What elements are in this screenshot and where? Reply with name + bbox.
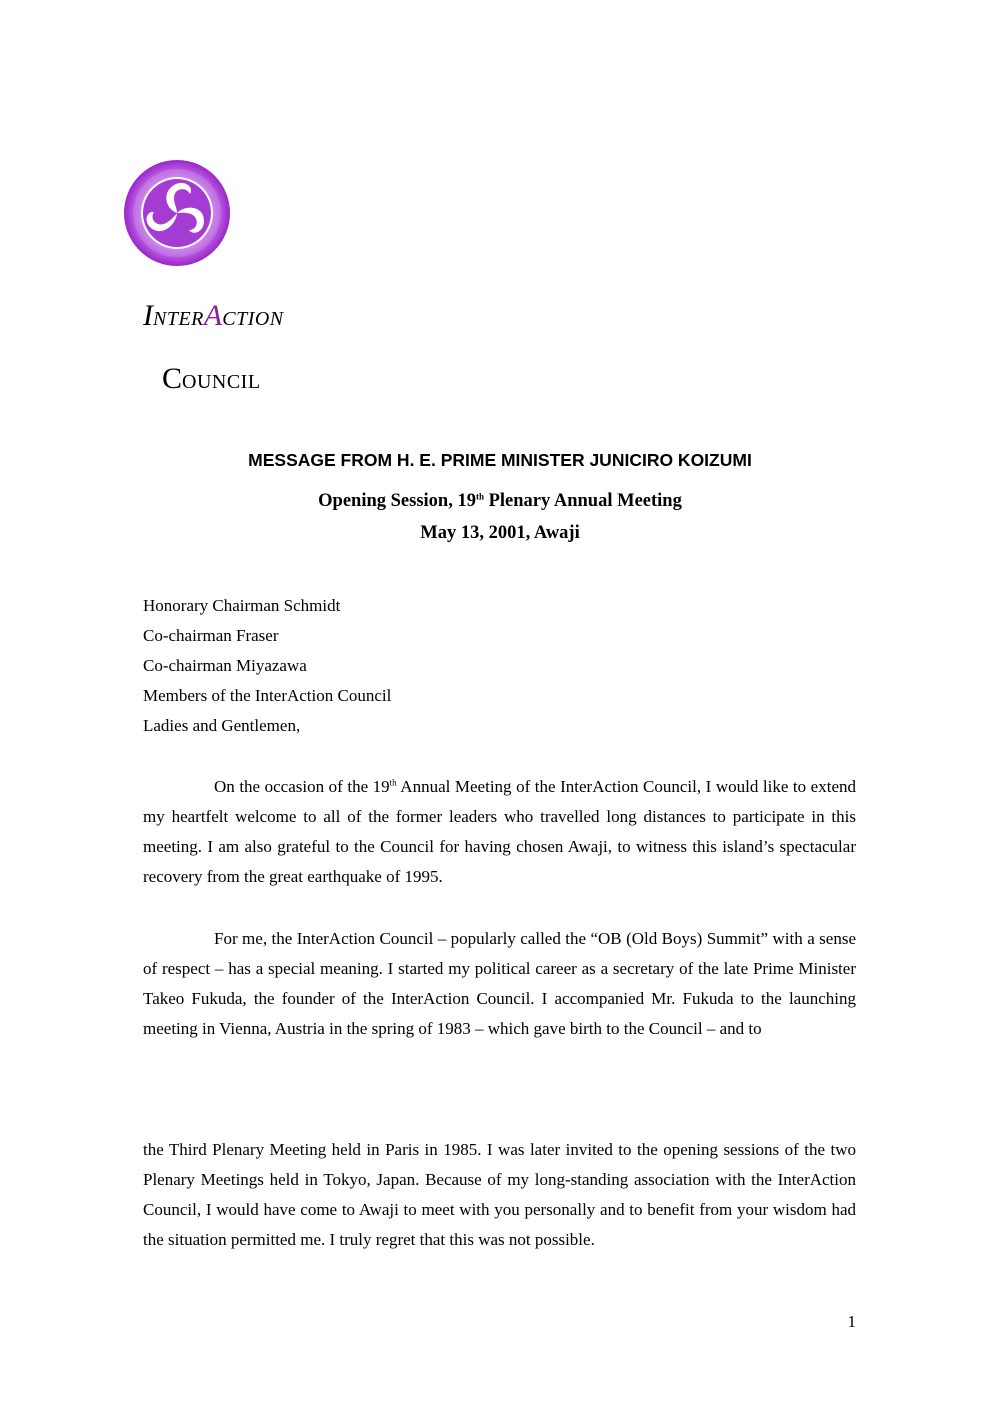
session-ordinal-sup: th [475, 491, 484, 502]
body-paragraph-3 [143, 1135, 856, 1255]
brand-wordmark-council [162, 362, 261, 396]
page-number: 1 [847, 1312, 856, 1331]
brand-letters-nter: NTER [153, 308, 204, 330]
brand-letters-ction: CTION [222, 308, 284, 330]
paragraph-text: the Third Plenary Meeting held in Paris in 1985. I was later invited to the opening sessions of the two Plenary Meetings held in Tokyo, Japan. Because of my long-standing association with the InterAction Council, I would have come to Awaji to meet with you personally and to benefit from your wisdom had the situation permitted me. I truly regret that this was not possible. [143, 1140, 856, 1249]
body-paragraph-2 [143, 924, 856, 1044]
paragraph-text: On the occasion of the 19 [214, 777, 390, 796]
salutation-line: Members of the InterAction Council [143, 686, 392, 705]
brand-letters-ouncil: OUNCIL [182, 371, 261, 393]
session-subtitle-rest: Plenary Annual Meeting [483, 491, 682, 511]
brand-wordmark-interaction [143, 299, 284, 333]
brand-letter-i: I [143, 299, 153, 332]
session-subtitle-text: Opening Session, 19 [318, 491, 476, 511]
salutation-line: Ladies and Gentlemen, [143, 716, 301, 735]
interaction-council-logo-icon [124, 160, 230, 266]
brand-letter-c: C [162, 362, 183, 395]
ordinal-sup: th [389, 777, 397, 788]
session-subtitle [0, 491, 1000, 512]
salutation-line: Honorary Chairman Schmidt [143, 596, 341, 615]
document-title: MESSAGE FROM H. E. PRIME MINISTER JUNICIRO KOIZUMI [248, 450, 752, 470]
brand-letter-a: A [203, 299, 223, 332]
body-paragraph-1 [143, 772, 856, 892]
date-place: May 13, 2001, Awaji [420, 523, 580, 543]
salutation-line: Co-chairman Miyazawa [143, 656, 307, 675]
paragraph-text: For me, the InterAction Council – popularly called the “OB (Old Boys) Summit” with a sense of respect – has a special meaning. I started my political career as a secretary of the late Prime Minister Takeo Fukuda, the founder of the InterAction Council. I accompanied Mr. Fukuda to the launching meeting in Vienna, Austria in the spring of 1983 – which gave birth to the Council – and to [143, 929, 856, 1038]
salutation-line: Co-chairman Fraser [143, 626, 279, 645]
paragraph-text: Annual Meeting of the InterAction Council, I would like to extend my heartfelt welcome to all of the former leaders who travelled long distances to participate in this meeting. I am also grateful to the Council for having chosen Awaji, to witness this island’s spectacular recovery from the great earthquake of 1995. [143, 777, 856, 886]
